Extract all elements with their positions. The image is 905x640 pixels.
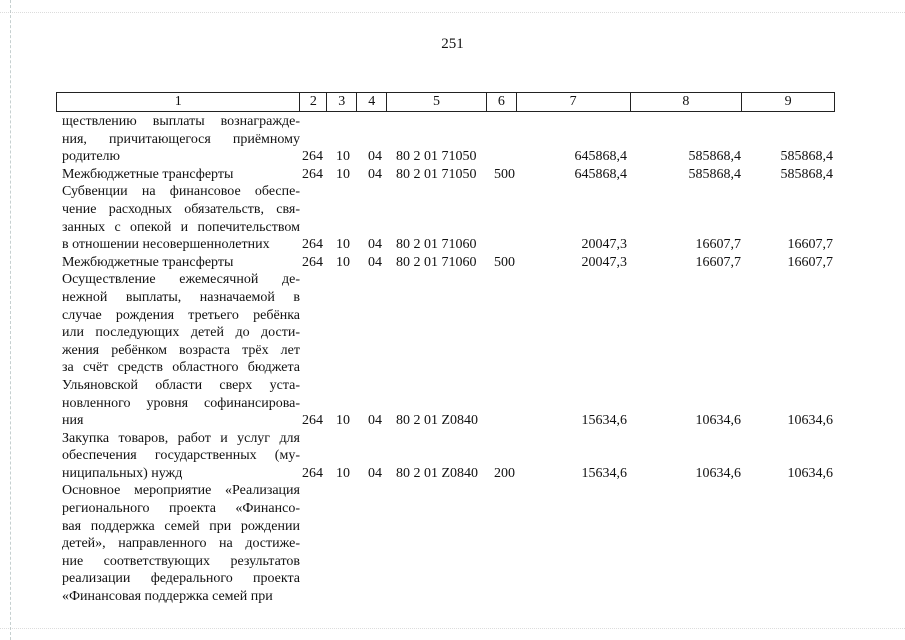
- description-line: новленного уровня софинансирова-: [62, 395, 300, 411]
- table-row: [56, 271, 835, 429]
- cell-col-2: 264: [302, 237, 323, 253]
- row-description: [56, 166, 300, 184]
- cell-col-9: 10634,6: [787, 413, 833, 429]
- description-line: ния, причитающегося приёмному: [62, 131, 300, 147]
- cell-col-3: 10: [336, 413, 350, 429]
- cell-col-9: 16607,7: [787, 237, 833, 253]
- row-description: [56, 430, 300, 483]
- table-row: [56, 254, 835, 272]
- cell-col-6: 500: [494, 254, 515, 270]
- cell-col-7: 645868,4: [574, 166, 627, 182]
- header-col-8: 8: [631, 93, 743, 111]
- cell-col-3: 10: [336, 149, 350, 165]
- row-description: [56, 482, 300, 605]
- header-col-9: 9: [784, 94, 792, 109]
- description-line: Закупка товаров, работ и услуг для: [62, 430, 300, 446]
- cell-col-2: 264: [302, 166, 323, 182]
- cell-col-4: 04: [368, 237, 382, 253]
- cell-col-5: 80 2 01 Z0840: [396, 413, 479, 429]
- scan-bottom-line: [0, 628, 905, 630]
- page-number: 251: [441, 36, 464, 52]
- cell-col-5: 80 2 01 71060: [396, 254, 477, 270]
- description-line: «Финансовая поддержка семей при: [62, 589, 273, 605]
- description-line: ния: [62, 413, 84, 429]
- description-line: или последующих детей до дости-: [62, 325, 300, 341]
- cell-col-2: 264: [302, 465, 323, 481]
- scan-edge-line: [10, 0, 12, 640]
- cell-col-7: 645868,4: [574, 149, 627, 165]
- cell-col-7: 20047,3: [581, 237, 627, 253]
- description-line: ниципальных) нужд: [62, 465, 183, 481]
- cell-col-5: 80 2 01 71050: [396, 166, 477, 182]
- description-line: ществлению выплаты вознагражде-: [62, 114, 300, 129]
- description-line: Основное мероприятие «Реализация: [62, 483, 300, 499]
- description-line: занных с опекой и попечительством: [62, 219, 300, 235]
- description-line: регионального проекта «Финансо-: [62, 501, 300, 517]
- table-row: [56, 430, 835, 483]
- description-line: Ульяновской области сверх уста-: [62, 377, 300, 393]
- cell-col-6: 500: [494, 166, 515, 182]
- description-line: Субвенции на финансовое обеспе-: [62, 184, 300, 200]
- cell-col-4: 04: [368, 465, 382, 481]
- description-line: ние соответствующих результатов: [62, 553, 300, 569]
- cell-col-4: 04: [368, 149, 382, 165]
- cell-col-3: 10: [336, 237, 350, 253]
- description-line: в отношении несовершеннолетних: [62, 237, 270, 253]
- cell-col-2: 264: [302, 254, 323, 270]
- table-row: [56, 166, 835, 184]
- cell-col-8: 16607,7: [695, 254, 741, 270]
- table-body: [56, 113, 835, 606]
- row-description: [56, 271, 300, 429]
- table-row: [56, 183, 835, 253]
- header-col-4: 4: [357, 93, 387, 111]
- description-line: случае рождения третьего ребёнка: [62, 307, 300, 323]
- table-row: [56, 113, 835, 166]
- cell-col-9: 10634,6: [787, 465, 833, 481]
- header-col-2: 2: [300, 93, 327, 111]
- cell-col-9: 16607,7: [787, 254, 833, 270]
- description-line: детей», направленного на достиже-: [62, 536, 300, 552]
- cell-col-9: 585868,4: [780, 149, 833, 165]
- cell-col-5: 80 2 01 71060: [396, 237, 477, 253]
- cell-col-9: 585868,4: [780, 166, 833, 182]
- header-col-6: 6: [487, 93, 517, 111]
- description-line: Межбюджетные трансферты: [62, 166, 234, 182]
- cell-col-5: 80 2 01 71050: [396, 149, 477, 165]
- cell-col-4: 04: [368, 254, 382, 270]
- cell-col-8: 16607,7: [695, 237, 741, 253]
- header-col-5: 5: [387, 93, 487, 111]
- table-row: [56, 482, 835, 605]
- description-line: чение расходных обязательств, свя-: [62, 201, 300, 217]
- cell-col-5: 80 2 01 Z0840: [396, 465, 479, 481]
- cell-col-6: 200: [494, 465, 515, 481]
- cell-col-7: 15634,6: [581, 465, 627, 481]
- row-description: [56, 113, 300, 166]
- row-description: [56, 254, 300, 272]
- description-line: реализации федерального проекта: [62, 571, 300, 587]
- description-line: родителю: [62, 149, 120, 165]
- description-line: нежной выплаты, назначаемой в: [62, 289, 300, 305]
- table-header: [56, 92, 835, 112]
- scan-top-line: [0, 12, 905, 14]
- cell-col-2: 264: [302, 149, 323, 165]
- description-line: Межбюджетные трансферты: [62, 254, 234, 270]
- description-line: жения ребёнком возраста трёх лет: [62, 342, 300, 358]
- description-line: за счёт средств областного бюджета: [62, 360, 300, 376]
- header-col-7: 7: [517, 93, 631, 111]
- cell-col-3: 10: [336, 465, 350, 481]
- cell-col-7: 15634,6: [581, 413, 627, 429]
- cell-col-7: 20047,3: [581, 254, 627, 270]
- cell-col-8: 585868,4: [688, 149, 741, 165]
- cell-col-8: 10634,6: [695, 465, 741, 481]
- header-col-1: 1: [57, 93, 300, 111]
- row-description: [56, 183, 300, 253]
- description-line: Осуществление ежемесячной де-: [62, 272, 300, 288]
- cell-col-2: 264: [302, 413, 323, 429]
- cell-col-4: 04: [368, 166, 382, 182]
- cell-col-4: 04: [368, 413, 382, 429]
- description-line: обеспечения государственных (му-: [62, 448, 300, 464]
- cell-col-8: 585868,4: [688, 166, 741, 182]
- description-line: вая поддержка семей при рождении: [62, 518, 300, 534]
- cell-col-3: 10: [336, 166, 350, 182]
- header-col-3: 3: [327, 93, 357, 111]
- cell-col-8: 10634,6: [695, 413, 741, 429]
- cell-col-3: 10: [336, 254, 350, 270]
